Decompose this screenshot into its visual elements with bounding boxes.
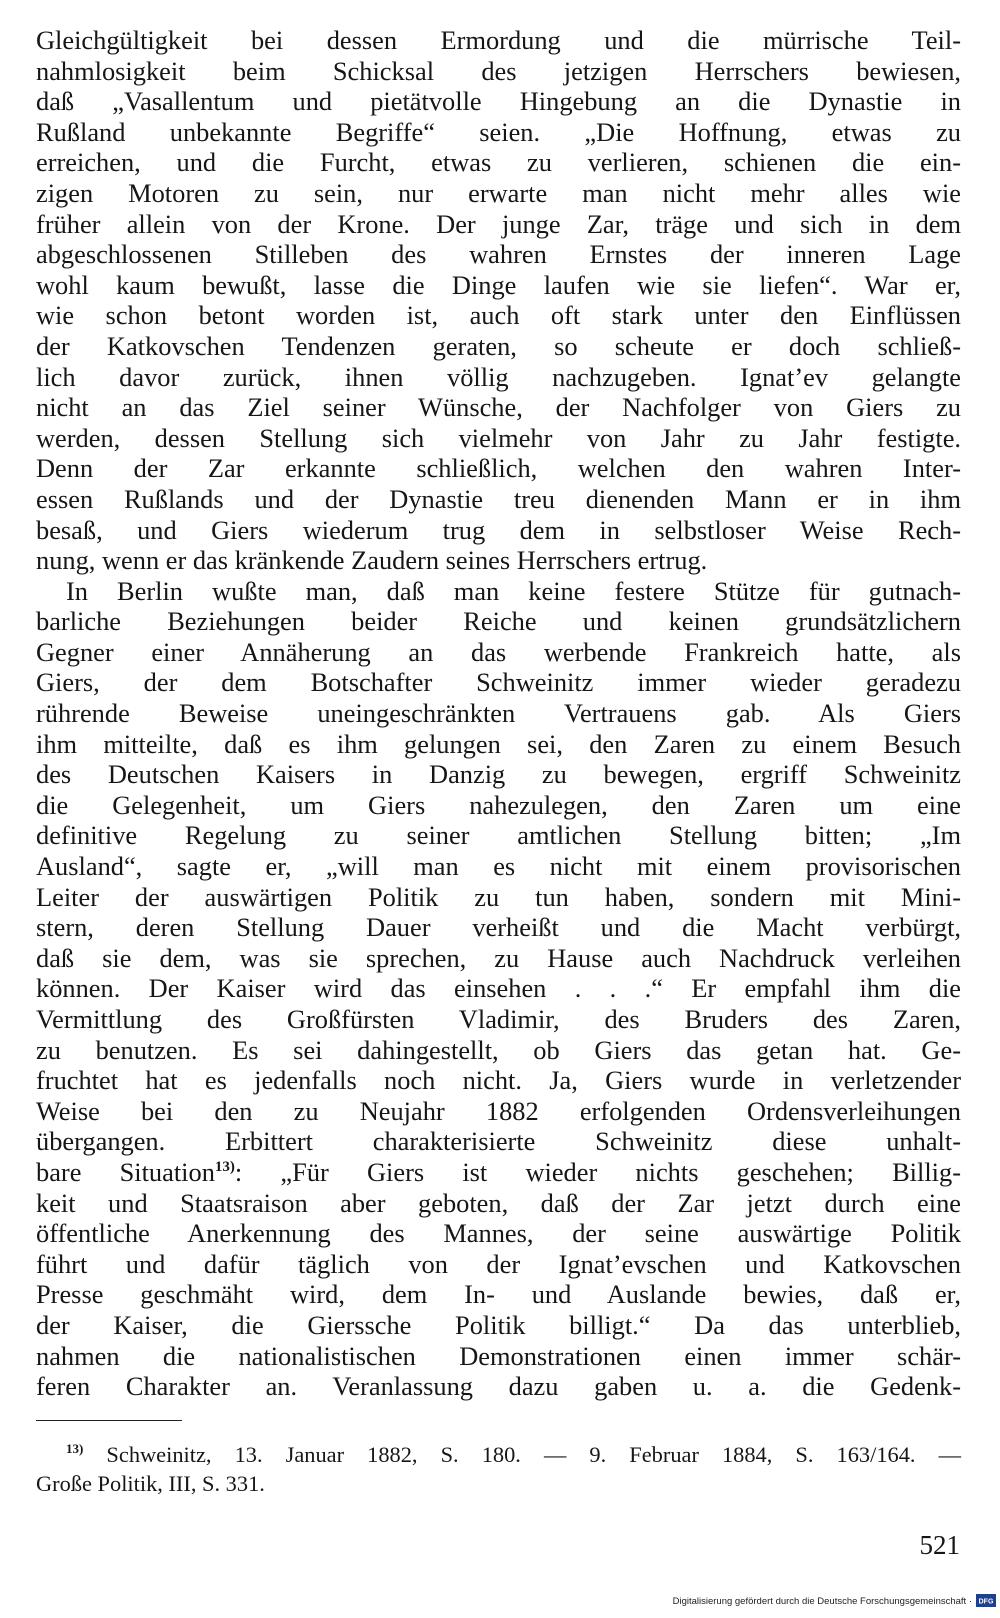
text-line: Giers, der dem Botschafter Schweinitz immer wieder geradezu: [36, 667, 961, 698]
text-line: In Berlin wußte man, daß man keine festere Stütze für gutnach-: [66, 575, 961, 606]
text-line: ihm mitteilte, daß es ihm gelungen sei, den Zaren zu einem Besuch: [36, 728, 961, 759]
text-line: daß „Vasallentum und pietätvolle Hingebung an die Dynastie in: [36, 86, 961, 117]
body-text: [36, 25, 961, 1402]
text-line: abgeschlossenen Stilleben des wahren Ernstes der inneren Lage: [36, 239, 961, 270]
text-line: früher allein von der Krone. Der junge Zar, träge und sich in dem: [36, 208, 961, 239]
footnote-line: [36, 1440, 961, 1469]
text-line: nicht an das Ziel seiner Wünsche, der Nachfolger von Giers zu: [36, 392, 961, 423]
text-segment: : „Für Giers ist wieder nichts geschehen; Billig-: [234, 1156, 961, 1187]
text-line: können. Der Kaiser wird das einsehen . . .“ Er empfahl ihm die: [36, 973, 961, 1004]
digitization-credit: Digitalisierung gefördert durch die Deutsche Forschungsgemeinschaft ·: [672, 1596, 972, 1607]
text-line: stern, deren Stellung Dauer verheißt und die Macht verbürgt,: [36, 912, 961, 943]
text-line: definitive Regelung zu seiner amtlichen Stellung bitten; „Im: [36, 820, 961, 851]
text-line: feren Charakter an. Veranlassung dazu gaben u. a. die Gedenk-: [36, 1371, 961, 1402]
dfg-logo-text: DFG: [978, 1598, 994, 1606]
text-line: essen Rußlands und der Dynastie treu dienenden Mann er in ihm: [36, 483, 961, 514]
text-line: barliche Beziehungen beider Reiche und keinen grundsätzlichern: [36, 606, 961, 637]
text-line: wohl kaum bewußt, lasse die Dinge laufen wie sie liefen“. War er,: [36, 269, 961, 300]
text-line: übergangen. Erbittert charakterisierte Schweinitz diese unhalt-: [36, 1126, 961, 1157]
text-segment: bare Situation: [36, 1156, 215, 1187]
footnotes: [36, 1440, 961, 1498]
text-line: Gegner einer Annäherung an das werbende Frankreich hatte, als: [36, 636, 961, 667]
text-line: Weise bei den zu Neujahr 1882 erfolgenden Ordensverleihungen: [36, 1095, 961, 1126]
text-line: fruchtet hat es jedenfalls noch nicht. Ja, Giers wurde in verletzender: [36, 1065, 961, 1096]
text-line: zu benutzen. Es sei dahingestellt, ob Giers das getan hat. Ge-: [36, 1034, 961, 1065]
footnote-reference[interactable]: 13): [214, 1158, 235, 1175]
text-line: daß sie dem, was sie sprechen, zu Hause auch Nachdruck verleihen: [36, 942, 961, 973]
text-line: Gleichgültigkeit bei dessen Ermordung und die mürrische Teil-: [36, 25, 961, 55]
text-line: keit und Staatsraison aber geboten, daß der Zar jetzt durch eine: [36, 1187, 961, 1218]
footnote-divider: [36, 1420, 182, 1421]
footnote-marker: 13): [66, 1441, 84, 1456]
text-line: werden, dessen Stellung sich vielmehr von Jahr zu Jahr festigte.: [36, 422, 961, 453]
text-line: rührende Beweise uneingeschränkten Vertrauens gab. Als Giers: [36, 698, 961, 729]
text-line: nung, wenn er das kränkende Zaudern seines Herrschers ertrug.: [36, 545, 708, 576]
text-line: Ausland“, sagte er, „will man es nicht mit einem provisorischen: [36, 851, 961, 882]
footnote-text: Schweinitz, 13. Januar 1882, S. 180. — 9. Februar 1884, S. 163/164. —: [106, 1442, 961, 1467]
text-line: der Katkovschen Tendenzen geraten, so scheute er doch schließ-: [36, 330, 961, 361]
text-line: wie schon betont worden ist, auch oft stark unter den Einflüssen: [36, 300, 961, 331]
text-line: nahmen die nationalistischen Demonstrationen einen immer schär-: [36, 1340, 961, 1371]
dfg-logo-icon: [976, 1594, 996, 1607]
text-line: nahmlosigkeit beim Schicksal des jetzigen Herrschers bewiesen,: [36, 55, 961, 86]
text-line: zigen Motoren zu sein, nur erwarte man nicht mehr alles wie: [36, 177, 961, 208]
text-line: die Gelegenheit, um Giers nahezulegen, den Zaren um eine: [36, 789, 961, 820]
text-line: führt und dafür täglich von der Ignat’evschen und Katkovschen: [36, 1248, 961, 1279]
text-line: Leiter der auswärtigen Politik zu tun haben, sondern mit Mini-: [36, 881, 961, 912]
text-line: Vermittlung des Großfürsten Vladimir, des Bruders des Zaren,: [36, 1004, 961, 1034]
text-line: öffentliche Anerkennung des Mannes, der seine auswärtige Politik: [36, 1218, 961, 1249]
text-line: des Deutschen Kaisers in Danzig zu bewegen, ergriff Schweinitz: [36, 759, 961, 790]
page-number: 521: [919, 1530, 960, 1560]
text-line: der Kaiser, die Gierssche Politik billigt.“ Da das unterblieb,: [36, 1309, 961, 1340]
text-line: erreichen, und die Furcht, etwas zu verlieren, schienen die ein-: [36, 147, 961, 178]
footnote-line: Große Politik, III, S. 331.: [36, 1471, 265, 1496]
text-line: Rußland unbekannte Begriffe“ seien. „Die Hoffnung, etwas zu: [36, 116, 961, 147]
text-line: lich davor zurück, ihnen völlig nachzugeben. Ignat’ev gelangte: [36, 361, 961, 392]
text-line: besaß, und Giers wiederum trug dem in selbstloser Weise Rech-: [36, 514, 961, 545]
text-line: Denn der Zar erkannte schließlich, welchen den wahren Inter-: [36, 453, 961, 484]
text-line: [36, 1157, 961, 1188]
text-line: Presse geschmäht wird, dem In- und Auslande bewies, daß er,: [36, 1279, 961, 1310]
